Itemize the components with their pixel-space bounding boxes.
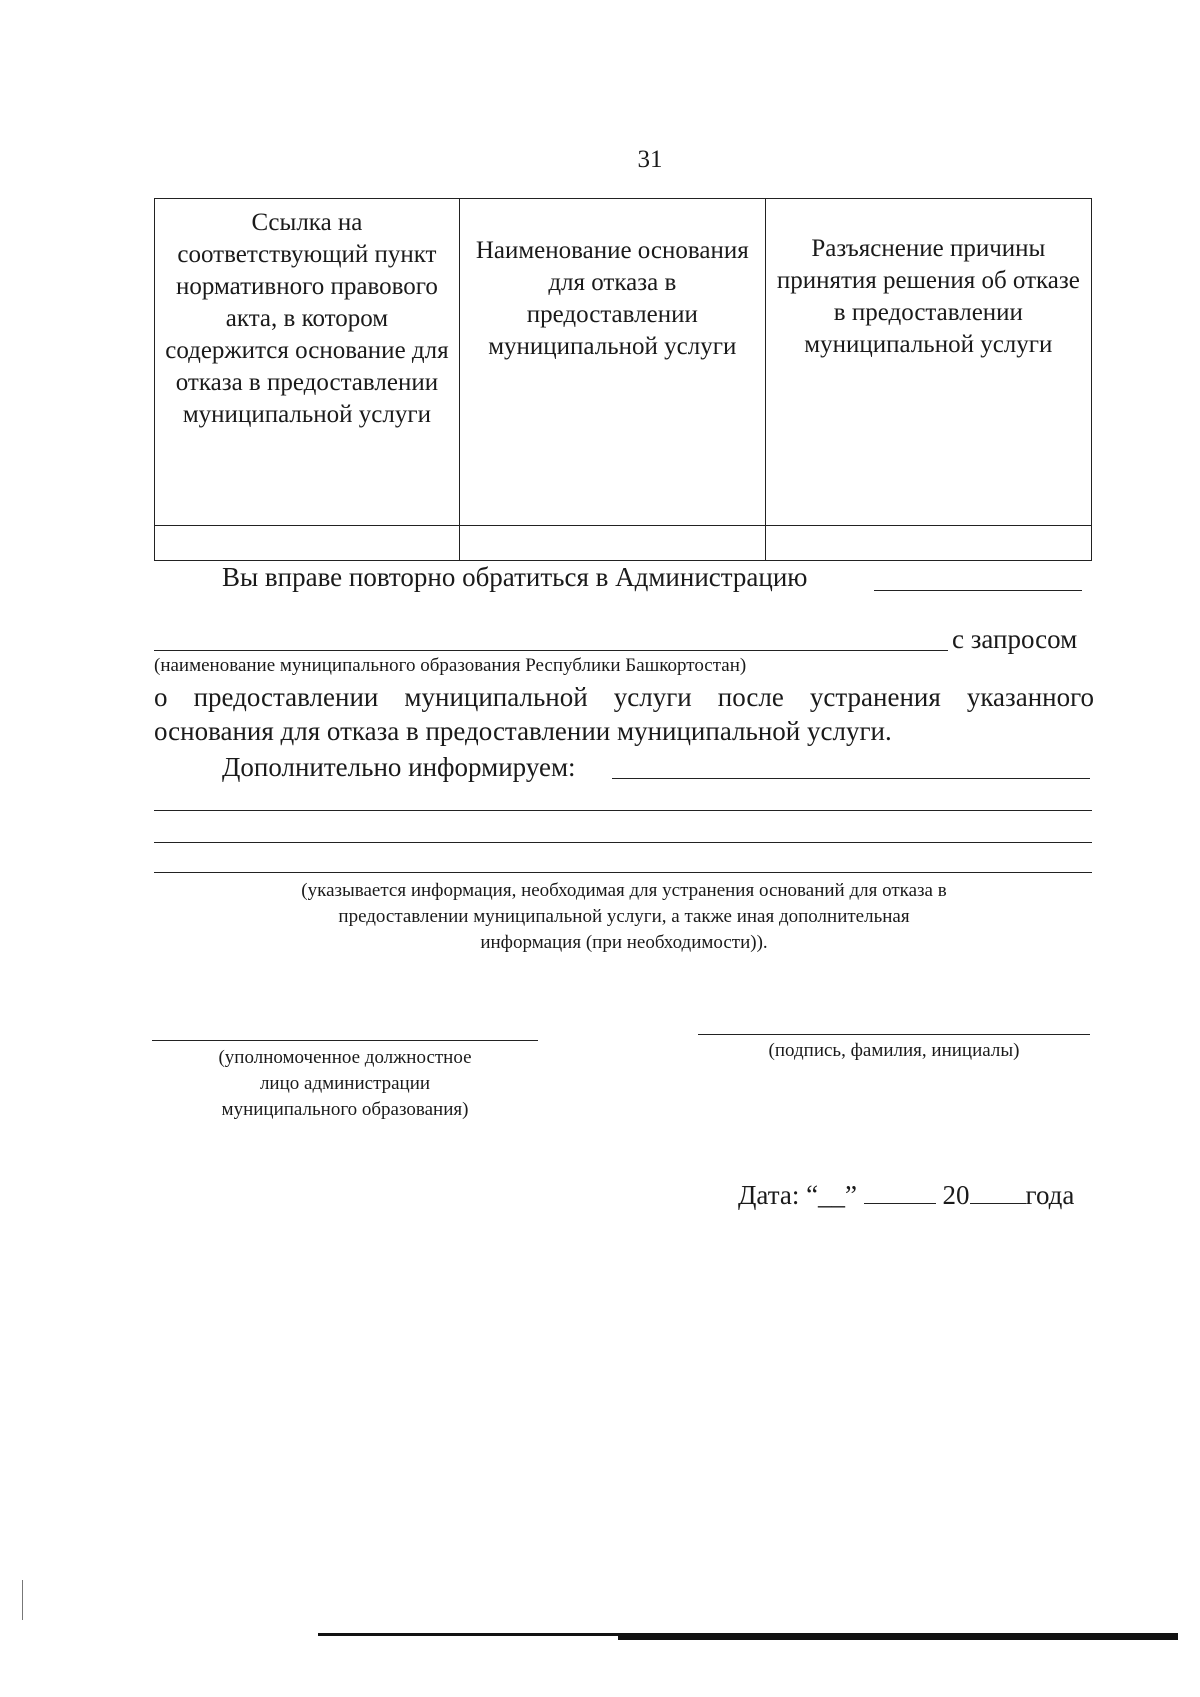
header-refusal-ground: Наименование основания для отказа в предоставлении муниципальной услуги	[459, 199, 765, 526]
date-century: 20	[942, 1180, 970, 1210]
official-caption-line1: (уполномоченное должностное	[218, 1047, 472, 1068]
signature-caption: (подпись, фамилия, инициалы)	[768, 1040, 1020, 1061]
refusal-reasons-table	[154, 198, 1092, 561]
additional-info-field[interactable]	[612, 778, 1090, 779]
administration-name-field[interactable]	[874, 590, 1082, 591]
date-day[interactable]: “__”	[806, 1180, 858, 1210]
scan-margin-mark	[22, 1580, 23, 1620]
reapply-text-line3: о предоставлении муниципальной услуги после устранения указанного	[154, 682, 1094, 712]
additional-info-line-3[interactable]	[154, 842, 1092, 843]
table-cell[interactable]	[765, 526, 1091, 561]
additional-info-line-2[interactable]	[154, 810, 1092, 811]
additional-info-label: Дополнительно информируем:	[222, 752, 576, 782]
reapply-text: Вы вправе повторно обратиться в Администрацию	[222, 562, 808, 592]
reapply-text-line4: основания для отказа в предоставлении муниципальной услуги.	[154, 716, 892, 746]
additional-caption-line1: (указывается информация, необходимая для устранения оснований для отказа в	[301, 880, 947, 901]
official-caption-line2: лицо администрации	[259, 1073, 431, 1094]
table-cell[interactable]	[459, 526, 765, 561]
date-year-field[interactable]	[970, 1181, 1026, 1204]
additional-caption-line3: информация (при необходимости)).	[480, 932, 768, 953]
signature-field[interactable]	[698, 1034, 1090, 1035]
header-legal-reference: Ссылка на соответствующий пункт нормативного правового акта, в котором содержится основание для отказа в предоставлении муниципальной услуги	[155, 199, 460, 526]
official-caption-line3: муниципального образования)	[221, 1099, 469, 1120]
date-year-word: года	[1025, 1180, 1075, 1210]
page-number: 31	[637, 146, 663, 173]
table-cell[interactable]	[155, 526, 460, 561]
municipality-caption: (наименование муниципального образования Республики Башкортостан)	[154, 655, 747, 676]
date-month-field[interactable]	[864, 1181, 936, 1204]
header-refusal-explanation: Разъяснение причины принятия решения об отказе в предоставлении муниципальной услуги	[765, 199, 1091, 526]
table-row	[155, 526, 1092, 561]
additional-caption-line2: предоставлении муниципальной услуги, а также иная дополнительная	[338, 906, 910, 927]
table-header-row	[155, 199, 1092, 526]
additional-info-line-4[interactable]	[154, 872, 1092, 873]
municipality-name-field[interactable]	[154, 650, 948, 651]
official-position-field[interactable]	[152, 1040, 538, 1041]
with-request-text: с запросом	[952, 624, 1078, 654]
scan-bottom-edge	[318, 1633, 1178, 1636]
date-label: Дата:	[738, 1180, 800, 1210]
date-line	[738, 1180, 1094, 1211]
